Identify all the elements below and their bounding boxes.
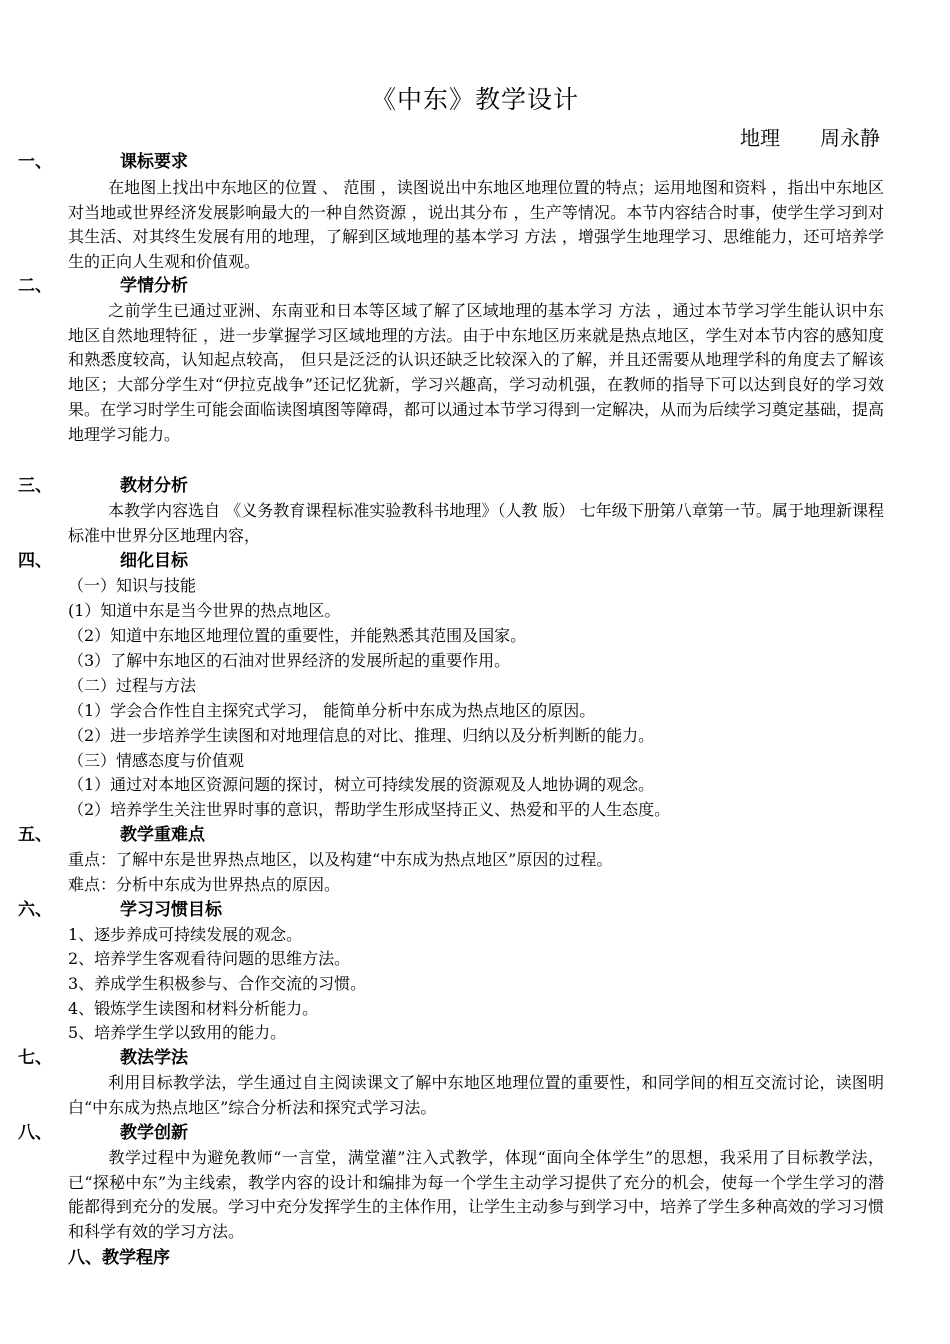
section-paragraph-2: 之前学生已通过亚洲、东南亚和日本等区域了解了区域地理的基本学习 方法 ，通过本节学习学生能认识中东地区自然地理特征 ，进一步掌握学习区域地理的方法。由于中东地区历来就是热点地区，学生对本节内容的感知度和熟悉度较高，认知起点较高， 但只是泛泛的认识还缺乏比较深入的了解，并且还需要从地理学科的角度去了解该地区；大部分学生对“伊拉克战争”还记忆犹新，学习兴趣高，学习动机强，在教师的指导下可以达到良好的学习效果。在学习时学生可能会面临读图填图等障碍，都可以通过本节学习得到一定解决，从而为后续学习奠定基础，提高地理学习能力。 (68, 301, 885, 444)
section-number: 八、 (18, 1123, 52, 1143)
section-title: 教学重难点 (120, 825, 205, 845)
habit-goal-line: 2、培养学生客观看待问题的思维方法。 (68, 949, 351, 968)
objective-line: （1）学会合作性自主探究式学习， 能简单分析中东成为热点地区的原因。 (68, 701, 596, 720)
section-paragraph-1: 在地图上找出中东地区的位置 、 范围 ，读图说出中东地区地理位置的特点；运用地图和资料 ，指出中东地区对当地或世界经济发展影响最大的一种自然资源 ，说出其分布 ，生产等情况。本节内容结合时事，使学生学习到对其生活、对其终生发展有用的地理，了解到区域地理的基本学习 方法 ，增强学生地理学习、思维能力，还可培养学生的正向人生观和价值观。 (68, 178, 884, 272)
objective-line: （2）知道中东地区地理位置的重要性，并能熟悉其范围及国家。 (68, 626, 527, 645)
section-title: 教材分析 (120, 476, 188, 496)
section-title: 学习习惯目标 (120, 900, 222, 920)
section-title: 教学创新 (120, 1123, 188, 1143)
section-heading-1 (18, 150, 188, 174)
objective-line: （2）进一步培养学生读图和对地理信息的对比、推理、归纳以及分析判断的能力。 (68, 726, 655, 745)
author-line: 地理 周永静 (740, 126, 880, 150)
section-number: 六、 (18, 900, 52, 920)
section-number: 四、 (18, 551, 52, 571)
objective-line: （三）情感态度与价值观 (68, 751, 245, 770)
section-number: 七、 (18, 1048, 52, 1068)
section-heading-8 (18, 1121, 188, 1145)
section-paragraph-3: 本教学内容选自 《义务教育课程标准实验教科书地理》（人教 版） 七年级下册第八章第一节。属于地理新课程标准中世界分区地理内容， (68, 501, 884, 545)
document-title: 《中东》教学设计 (370, 85, 579, 114)
section-title: 学情分析 (120, 276, 188, 296)
objective-line: （2）培养学生关注世界时事的意识，帮助学生形成坚持正义、热爱和平的人生态度。 (68, 800, 671, 819)
section-heading-6 (18, 898, 222, 922)
habit-goal-line: 3、养成学生积极参与、合作交流的习惯。 (68, 974, 367, 993)
section-title: 教法学法 (120, 1048, 188, 1068)
section-heading-4 (18, 549, 188, 573)
section-paragraph-7: 利用目标教学法，学生通过自主阅读课文了解中东地区地理位置的重要性，和同学间的相互交流讨论，读图明白“中东成为热点地区”综合分析法和探究式学习法。 (68, 1073, 884, 1117)
objective-line: （一）知识与技能 (68, 576, 197, 595)
section-number: 五、 (18, 825, 52, 845)
final-section-heading: 八、教学程序 (68, 1248, 170, 1268)
section-number: 一、 (18, 152, 52, 172)
habit-goal-line: 1、逐步养成可持续发展的观念。 (68, 925, 303, 944)
objective-line: （二）过程与方法 (68, 676, 197, 695)
objective-line: （1）通过对本地区资源问题的探讨，树立可持续发展的资源观及人地协调的观念。 (68, 775, 655, 794)
key-point-line: 重点：了解中东是世界热点地区，以及构建“中东成为热点地区”原因的过程。 (68, 850, 613, 869)
objective-line: (1）知道中东是当今世界的热点地区。 (68, 601, 341, 620)
section-heading-7 (18, 1046, 188, 1070)
difficult-point-line: 难点：分析中东成为世界热点的原因。 (68, 875, 341, 894)
habit-goal-line: 5、培养学生学以致用的能力。 (68, 1023, 287, 1042)
section-heading-5 (18, 823, 205, 847)
habit-goal-line: 4、锻炼学生读图和材料分析能力。 (68, 999, 319, 1018)
objective-line: （3）了解中东地区的石油对世界经济的发展所起的重要作用。 (68, 651, 511, 670)
section-heading-3 (18, 474, 188, 498)
section-number: 三、 (18, 476, 52, 496)
section-title: 细化目标 (120, 551, 188, 571)
section-title: 课标要求 (120, 152, 188, 172)
section-number: 二、 (18, 276, 52, 296)
section-paragraph-8: 教学过程中为避免教师“一言堂，满堂灌”注入式教学，体现“面向全体学生”的思想，我采用了目标教学法，已“探秘中东”为主线索，教学内容的设计和编排为每一个学生主动学习提供了充分的机会，使每一个学生学习的潜能都得到充分的发展。学习中充分发挥学生的主体作用，让学生主动参与到学习中，培养了学生多种高效的学习习惯和科学有效的学习方法。 (68, 1148, 885, 1242)
section-heading-2 (18, 274, 188, 298)
